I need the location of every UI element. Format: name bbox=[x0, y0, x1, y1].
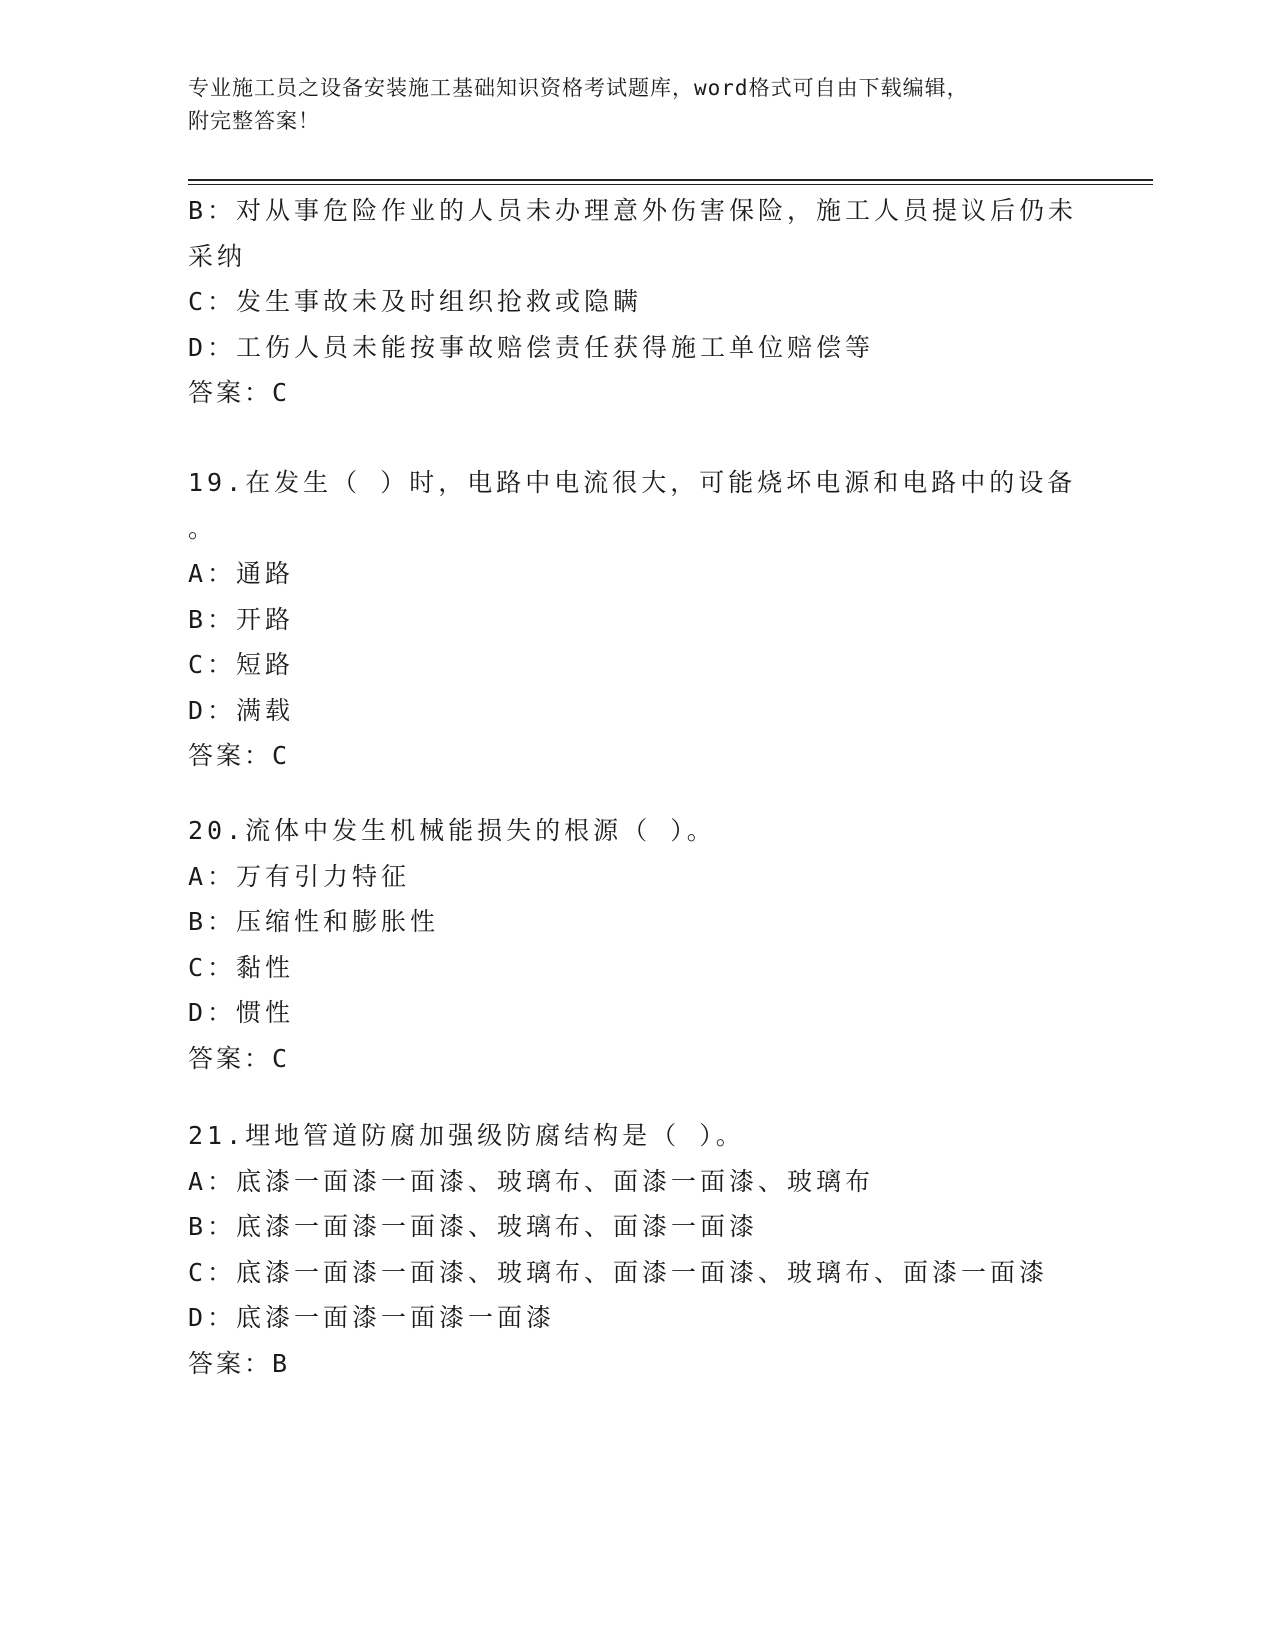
question-20 bbox=[188, 808, 1148, 1081]
option-d: D：底漆一面漆一面漆一面漆 bbox=[188, 1303, 556, 1332]
option-b: B：压缩性和膨胀性 bbox=[188, 907, 440, 936]
option-d: D：工伤人员未能按事故赔偿责任获得施工单位赔偿等 bbox=[188, 332, 875, 362]
option-a: A：底漆一面漆一面漆、玻璃布、面漆一面漆、玻璃布 bbox=[188, 1166, 875, 1196]
option-b: B：开路 bbox=[188, 604, 295, 634]
option-b: B：底漆一面漆一面漆、玻璃布、面漆一面漆 bbox=[188, 1212, 759, 1241]
option-c: C：发生事故未及时组织抢救或隐瞒 bbox=[188, 287, 643, 316]
question-stem-line-2: 。 bbox=[188, 513, 218, 543]
header-divider-thin bbox=[188, 184, 1153, 185]
option-c: C：底漆一面漆一面漆、玻璃布、面漆一面漆、玻璃布、面漆一面漆 bbox=[188, 1257, 1049, 1287]
answer-line: 答案：C bbox=[188, 378, 291, 407]
question-18-continued bbox=[188, 188, 1148, 416]
option-b-line-1: B：对从事危险作业的人员未办理意外伤害保险，施工人员提议后仍未 bbox=[188, 196, 1078, 225]
header-divider-thick bbox=[188, 179, 1153, 181]
answer-line: 答案：C bbox=[188, 1043, 291, 1073]
question-stem: 21.埋地管道防腐加强级防腐结构是（ ）。 bbox=[188, 1121, 745, 1150]
option-d: D：惯性 bbox=[188, 998, 295, 1027]
question-19 bbox=[188, 460, 1148, 779]
header-title-line-1: 专业施工员之设备安装施工基础知识资格考试题库，word格式可自由下载编辑， bbox=[188, 76, 969, 100]
option-d: D：满载 bbox=[188, 695, 295, 725]
option-c: C：黏性 bbox=[188, 952, 295, 982]
option-b-line-2: 采纳 bbox=[188, 241, 247, 271]
question-stem: 20.流体中发生机械能损失的根源（ ）。 bbox=[188, 816, 716, 845]
option-a: A：通路 bbox=[188, 559, 295, 588]
question-stem-line-1: 19.在发生（ ）时，电路中电流很大，可能烧坏电源和电路中的设备 bbox=[188, 468, 1077, 497]
option-a: A：万有引力特征 bbox=[188, 861, 411, 891]
option-c: C：短路 bbox=[188, 650, 295, 679]
header-title-line-2: 附完整答案！ bbox=[188, 109, 320, 133]
answer-line: 答案：B bbox=[188, 1348, 291, 1378]
document-header bbox=[188, 72, 1088, 138]
question-21 bbox=[188, 1113, 1148, 1386]
answer-line: 答案：C bbox=[188, 741, 291, 770]
